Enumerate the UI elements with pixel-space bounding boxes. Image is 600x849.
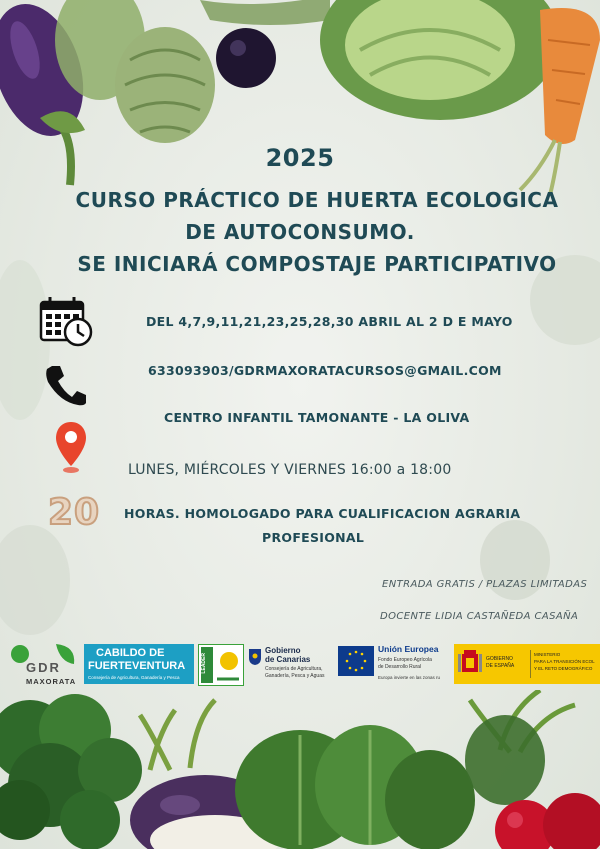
ue-sub-2: de Desarrollo Rural	[378, 664, 422, 670]
gdr-maxorata-logo	[6, 642, 80, 688]
hours-line-1: HORAS. HOMOLOGADO PARA CUALIFICACION AGRARIA	[124, 506, 521, 521]
entry-notice: ENTRADA GRATIS / PLAZAS LIMITADAS	[382, 579, 588, 590]
ministerio-line-3: Y EL RETO DEMOGRÁFICO	[534, 666, 593, 671]
cabildo-line-2: FUERTEVENTURA	[88, 660, 186, 672]
hours-number: 20	[48, 492, 101, 533]
contact-info[interactable]: 633093903/GDRMAXORATACURSOS@GMAIL.COM	[148, 363, 502, 378]
union-europea-logo	[338, 644, 450, 684]
location-pin-icon	[54, 420, 88, 476]
gobierno-canarias-logo	[248, 646, 334, 686]
broccoli-illustration	[0, 694, 142, 849]
leader-text: LEADER	[201, 653, 207, 674]
title-line-1: CURSO PRÁCTICO DE HUERTA ECOLOGICA	[75, 188, 559, 212]
gobierno-line-2: de Canarias	[265, 655, 311, 664]
title-line-2: DE AUTOCONSUMO.	[185, 220, 415, 244]
cabildo-line-1: CABILDO DE	[96, 647, 165, 659]
eu-flag-icon	[338, 646, 374, 676]
cabbage-illustration	[320, 0, 560, 120]
year-title: 2025	[265, 144, 335, 172]
gdr-letters: GDR	[26, 660, 61, 675]
course-schedule: LUNES, MIÉRCOLES Y VIERNES 16:00 a 18:00	[128, 462, 452, 478]
spain-coat-of-arms-icon	[458, 650, 482, 678]
gdr-name: MAXORATA	[26, 677, 77, 686]
gobierno-sub-2: Ganadería, Pesca y Aguas	[265, 673, 325, 679]
teacher-name: DOCENTE LIDIA CASTAÑEDA CASAÑA	[380, 611, 579, 622]
gobierno-line-1: Gobierno	[265, 646, 301, 655]
ue-sub-3: Europa invierte en las zonas ru	[378, 675, 441, 680]
ue-title: Unión Europea	[378, 644, 439, 654]
gobierno-espana-logo	[454, 644, 600, 684]
leader-logo	[198, 644, 244, 686]
course-location: CENTRO INFANTIL TAMONANTE - LA OLIVA	[164, 410, 470, 425]
gobierno-sub-1: Consejería de Agricultura,	[265, 666, 323, 672]
radish-illustration	[465, 690, 600, 849]
faint-background-vegetables	[0, 220, 600, 640]
sponsor-logos	[0, 638, 600, 690]
bottom-vegetables-illustration	[0, 690, 600, 849]
ministerio-line-2: PARA LA TRANSICIÓN ECOL	[534, 659, 595, 664]
gob-es-line-1: GOBIERNO	[486, 656, 513, 662]
ue-sub-1: Fondo Europeo Agrícola	[378, 657, 432, 663]
canarias-shield-icon	[248, 648, 262, 666]
cabildo-sub: Consejería de Agricultura, Ganadería y Pesca	[88, 675, 180, 680]
course-dates: DEL 4,7,9,11,21,23,25,28,30 ABRIL AL 2 D E MAYO	[146, 314, 513, 329]
leafy-greens-illustration	[235, 725, 475, 849]
cabildo-logo	[84, 644, 194, 684]
ministerio-line-1: MINISTERIO	[534, 652, 561, 657]
gob-es-line-2: DE ESPAÑA	[486, 663, 515, 669]
title-line-3: SE INICIARÁ COMPOSTAJE PARTICIPATIVO	[77, 252, 557, 276]
phone-icon	[44, 364, 88, 406]
artichoke-illustration	[115, 27, 215, 143]
ministerio-divider	[530, 650, 531, 678]
hours-line-2: PROFESIONAL	[262, 530, 365, 545]
calendar-clock-icon	[38, 296, 94, 348]
